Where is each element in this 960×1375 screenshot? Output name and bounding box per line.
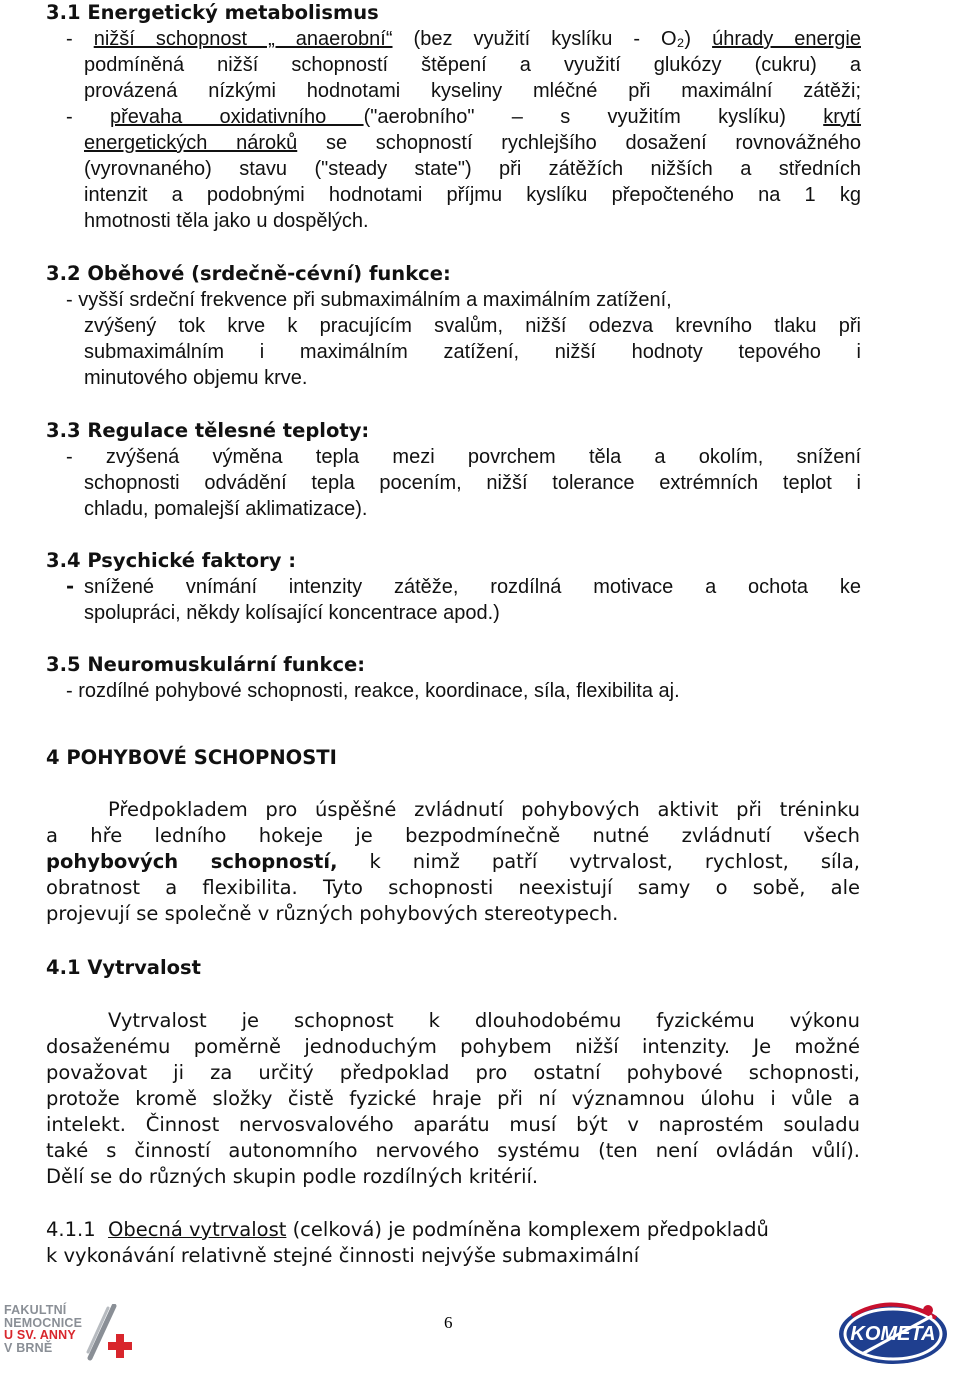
text-segment: -: [66, 28, 94, 50]
section-heading-4-1: 4.1 Vytrvalost: [46, 956, 201, 979]
section-4-1-line: intelekt. Činnost nervosvalového aparátu musí být v naprostém souladu: [46, 1113, 860, 1136]
section-4-1-line: také s činností autonomního nervového systému (ten není ovládán vůlí).: [46, 1139, 860, 1162]
section-3-3-line: chladu, pomalejší aklimatizace).: [84, 498, 368, 520]
text-segment: ("aerobního" – s využitím kyslíku): [363, 106, 824, 128]
section-3-3-line: - zvýšená výměna tepla mezi povrchem těla a okolím, snížení: [66, 446, 861, 468]
text-segment: (bez využití kyslíku - O₂): [392, 28, 713, 50]
section-3-1-line: [66, 104, 861, 130]
section-heading-3-2: 3.2 Oběhové (srdečně-cévní) funkce:: [46, 262, 451, 285]
section-3-4-line: spolupráci, někdy kolísající koncentrace apod.): [84, 602, 500, 624]
section-3-4-line: snížené vnímání intenzity zátěže, rozdílná motivace a ochota ke: [84, 576, 861, 598]
kometa-badge-icon: [832, 1296, 954, 1368]
text-segment: podmíněná nižší schopností štěpení a využití glukózy (cukru) a: [84, 54, 861, 76]
text-segment: převaha oxidativního: [109, 106, 364, 128]
text-segment: energetických nároků: [84, 132, 298, 154]
chapter-4-line: [108, 797, 860, 823]
section-3-1-line: [84, 78, 861, 104]
text-segment: hmotnosti těla jako u dospělých.: [84, 210, 369, 232]
section-3-4-dash: -: [66, 575, 75, 598]
kometa-logo-text: KOMETA: [850, 1323, 936, 1345]
text-segment: a hře ledního hokeje je bezpodmínečně nutné zvládnutí všech: [46, 824, 860, 847]
chapter-4-line: [46, 849, 860, 875]
section-3-2-line: - vyšší srdeční frekvence při submaximálním a maximálním zatížení,: [66, 289, 672, 311]
text-segment: provázená nízkými hodnotami kyseliny mléčné při maximální zátěži;: [84, 80, 861, 102]
text-segment: nižší schopnost „ anaerobní“: [93, 28, 393, 50]
kometa-logo: [832, 1296, 954, 1368]
chapter-4-line: [46, 823, 860, 849]
section-3-1-line: [84, 182, 861, 208]
section-3-5-line: - rozdílné pohybové schopnosti, reakce, koordinace, síla, flexibilita aj.: [66, 680, 680, 702]
chapter-4-line: [46, 901, 618, 927]
page-number: 6: [444, 1313, 453, 1332]
section-3-1-line: [84, 156, 861, 182]
section-heading-3-4: 3.4 Psychické faktory :: [46, 549, 296, 572]
text-segment: úhrady energie: [712, 28, 861, 50]
section-heading-3-3: 3.3 Regulace tělesné teploty:: [46, 419, 370, 442]
section-4-1-line: Vytrvalost je schopnost k dlouhodobému fyzickému výkonu: [108, 1009, 860, 1032]
chapter-4-line: [46, 875, 860, 901]
hospital-logo-text: FAKULTNÍ NEMOCNICE U SV. ANNY V BRNĚ: [4, 1303, 83, 1355]
section-3-2-line: minutového objemu krve.: [84, 367, 308, 389]
section-3-3-line: schopnosti odvádění tepla pocením, nižší tolerance extrémních teplot i: [84, 472, 861, 494]
section-4-1-line: dosaženému poměrně jednoduchým pohybem nižší intenzity. Je možné: [46, 1035, 860, 1058]
text-segment: pohybových schopností,: [46, 850, 338, 873]
text-segment: obratnost a flexibilita. Tyto schopnosti neexistují samy o sobě, ale: [46, 876, 860, 899]
hospital-cross-icon: [86, 1304, 142, 1362]
text-segment: krytí: [823, 106, 861, 128]
section-3-1-line: [84, 130, 861, 156]
text-segment: se schopností rychlejšího dosažení rovnovážného: [297, 132, 861, 154]
text-segment: -: [66, 106, 110, 128]
text-segment: projevují se společně v různých pohybových stereotypech.: [46, 902, 619, 925]
section-4-1-line: považovat ji za určitý předpoklad pro ostatní pohybové schopnosti,: [46, 1061, 860, 1084]
section-heading-3-1: 3.1 Energetický metabolismus: [46, 1, 379, 24]
subsection-rest: (celková) je podmíněna komplexem předpokladů: [286, 1218, 769, 1241]
section-3-2-line: submaximálním i maximálním zatížení, nižší hodnoty tepového i: [84, 341, 861, 363]
subsection-number: 4.1.1: [46, 1218, 96, 1241]
section-4-1-line: Dělí se do různých skupin podle rozdílných kritérií.: [46, 1165, 539, 1188]
section-3-1-line: [84, 208, 369, 234]
section-3-1-line: [66, 26, 861, 52]
text-segment: k nimž patří vytrvalost, rychlost, síla,: [337, 850, 860, 873]
subsection-4-1-1-line: [46, 1217, 769, 1243]
section-3-2-line: zvýšený tok krve k pracujícím svalům, nižší odezva krevního tlaku při: [84, 315, 861, 337]
chapter-heading-4: 4 POHYBOVÉ SCHOPNOSTI: [46, 746, 337, 769]
section-4-1-line: protože kromě složky čistě fyzické hraje při ní významnou úlohu i vůle a: [46, 1087, 860, 1110]
subsection-4-1-1-line-2: k vykonávání relativně stejné činnosti nejvýše submaximální: [46, 1244, 640, 1267]
section-heading-3-5: 3.5 Neuromuskulární funkce:: [46, 653, 366, 676]
text-segment: Předpokladem pro úspěšné zvládnutí pohybových aktivit při tréninku: [108, 798, 860, 821]
fakultni-nemocnice-logo: [4, 1304, 144, 1364]
section-3-1-line: [84, 52, 861, 78]
text-segment: intenzit a podobnými hodnotami příjmu kyslíku přepočteného na 1 kg: [84, 184, 861, 206]
subsection-term: Obecná vytrvalost: [108, 1218, 287, 1241]
text-segment: (vyrovnaného) stavu ("steady state") při zátěžích nižších a středních: [84, 158, 861, 180]
